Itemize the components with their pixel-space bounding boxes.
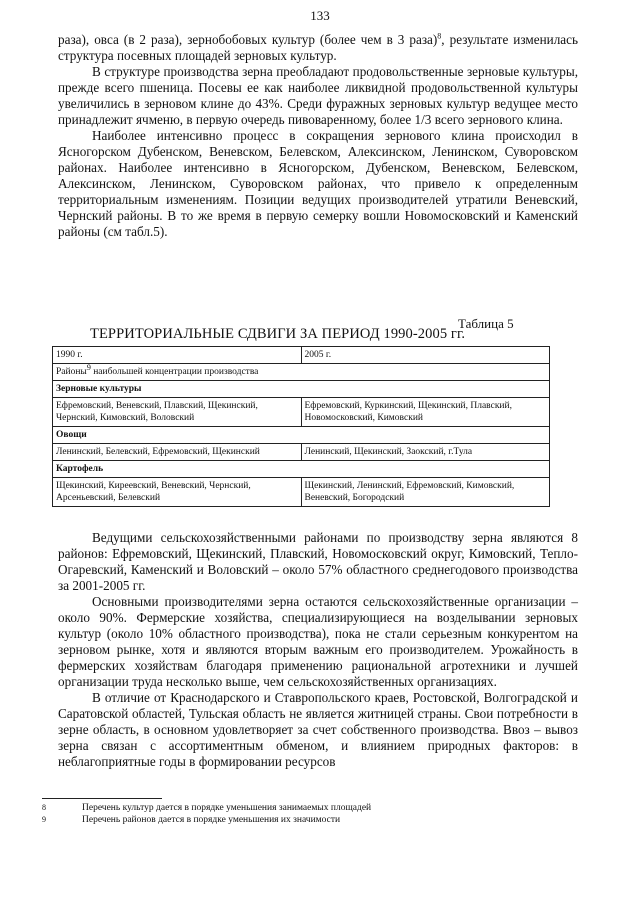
table-row [53,364,550,381]
col-2005: 2005 г. [301,347,550,364]
paragraph-6: В отличие от Краснодарского и Ставропольского краев, Ростовской, Волгоградской и Саратовской областей, Тульская область не является житницей страны. Свои потребности в зерне область, в основном удовлетворяет за счет собственного производства. Ввоз – вывоз зерна связан с ассортиментным обменом, и влиянием природных факторов: в неблагоприятные годы в формировании ресурсов [58,690,578,769]
footnote-8: 8 Перечень культур дается в порядке уменьшения занимаемых площадей [42,803,372,813]
vegetables-1990: Ленинский, Белевский, Ефремовский, Щекинский [53,444,302,461]
text-block-top [58,32,578,240]
territorial-shifts-table [52,346,550,507]
table-title: ТЕРРИТОРИАЛЬНЫЕ СДВИГИ ЗА ПЕРИОД 1990-2005 гг. [90,326,466,342]
footnote-9: 9 Перечень районов дается в порядке уменьшения их значимости [42,815,341,825]
table-section-row [53,427,550,444]
paragraph-2: В структуре производства зерна преобладают продовольственные зерновые культуры, прежде всего пшеница. Посевы ее как наиболее ликвидной продовольственной культуры увеличились в зерновом клине до 43%. Среди фуражных зерновых культур ведущее место принадлежит ячменю, в первую очередь пивоваренному, более 1/3 всего зернового клина. [58,64,578,127]
section-vegetables: Овощи [53,427,550,444]
table-row [53,478,550,507]
text-block-bottom [58,530,578,770]
paragraph-1: раза), овса (в 2 раза), зернобобовых культур (более чем в 3 раза)$^8$, результате изменилась структура посевных площадей зерновых культур. [58,31,578,63]
col-1990: 1990 г. [53,347,302,364]
table-section-row [53,461,550,478]
vegetables-2005: Ленинский, Щекинский, Заокский, г.Тула [301,444,550,461]
section-potatoes: Картофель [53,461,550,478]
table-row [53,398,550,427]
footnotes [42,798,582,827]
grain-2005: Ефремовский, Куркинский, Щекинский, Плавский, Новомосковский, Кимовский [301,398,550,427]
potatoes-2005: Щекинский, Ленинский, Ефремовский, Кимовский, Веневский, Богородский [301,478,550,507]
grain-1990: Ефремовский, Веневский, Плавский, Щекинский, Чернский, Кимовский, Воловский [53,398,302,427]
footnote-divider [42,798,162,799]
paragraph-3: Наиболее интенсивно процесс в сокращения зернового клина происходил в Ясногорском Дубенском, Веневском, Белевском, Алексинском, Ленинском, Суворовском районах. Наиболее интенсивно в Ясногорском, Дубенском, Веневском, Белевском, Алексинском, Ленинском, Суворовском районах, что привело к определенным территориальным изменениям. Позиции ведущих производителей утратили Веневский, Чернский районы. В то же время в первую семерку вошли Новомосковский и Каменский районы (см табл.5). [58,128,578,239]
table-header-row [53,347,550,364]
table-row [53,444,550,461]
paragraph-4: Ведущими сельскохозяйственными районами по производству зерна являются 8 районов: Ефремовский, Щекинский, Плавский, Новомосковский округ, Кимовский, Тепло-Огаревский, Каменский и Воловский – около 57% областного среднегодового производства за 2001-2005 гг. [58,530,578,593]
page-number: 133 [310,8,330,23]
potatoes-1990: Щекинский, Киреевский, Веневский, Чернский, Арсеньевский, Белевский [53,478,302,507]
paragraph-5: Основными производителями зерна остаются сельскохозяйственные организации – около 90%. Фермерские хозяйства, специализирующиеся на возделывании зерновых культур (около 10% областного производства), пока не стали серьезным конкурентом на зерновом рынке, хотя и являются вторым важным его производителем. Урожайность в фермерских хозяйствам благодаря применению рациональной агротехники и лучшей организации труда несколько выше, чем сельскохозяйственных организациях. [58,594,578,689]
footnote-ref-8[interactable]: 8 [437,31,442,41]
table-caption: Таблица 5 [458,316,514,331]
table-section-row [53,381,550,398]
section-grain: Зерновые культуры [53,381,550,398]
footnote-ref-9[interactable]: 9 [86,362,91,372]
regions-row: Районы$^9$ наибольшей концентрации производства [53,364,550,381]
